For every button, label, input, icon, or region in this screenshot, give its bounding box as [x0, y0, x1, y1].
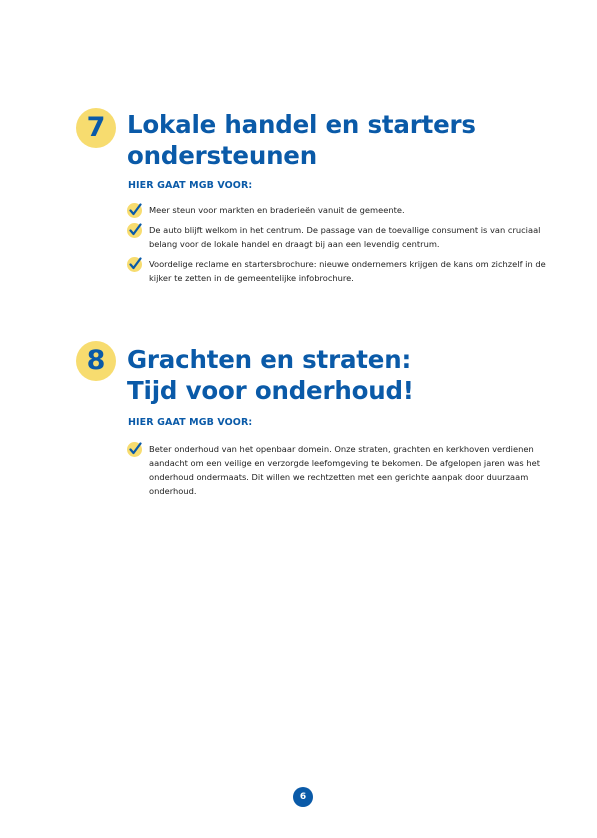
bullet-text: Voordelige reclame en startersbrochure: nieuwe ondernemers krijgen de kans om zichzelf in de kijker te zetten in de gemeentelijke infobrochure.	[149, 259, 546, 283]
bullet-list	[127, 203, 547, 291]
check-icon	[127, 203, 142, 218]
list-item	[127, 203, 547, 217]
section-title-line-2: Tijd voor onderhoud!	[127, 376, 414, 405]
list-item	[127, 223, 547, 251]
section-subheading: HIER GAAT MGB VOOR:	[128, 180, 253, 191]
section-title	[127, 109, 476, 171]
section-number-badge: 8	[76, 341, 116, 381]
check-icon	[127, 223, 142, 238]
page-number: 6	[293, 787, 313, 807]
bullet-text: Beter onderhoud van het openbaar domein. Onze straten, grachten en kerkhoven verdienen aandacht om een veilige en verzorgde leefomgeving te bekomen. De afgelopen jaren was het onderhoud ondermaats. Dit willen we rechtzetten met een gerichte aanpak door duurzaam onderhoud.	[149, 444, 540, 496]
list-item	[127, 257, 547, 285]
section-number-badge: 7	[76, 108, 116, 148]
bullet-text: De auto blijft welkom in het centrum. De passage van de toevallige consument is van cruciaal belang voor de lokale handel en draagt bij aan een levendig centrum.	[149, 225, 541, 249]
section-title-line-1: Lokale handel en starters	[127, 110, 476, 139]
check-icon	[127, 257, 142, 272]
bullet-text: Meer steun voor markten en braderieën vanuit de gemeente.	[149, 205, 405, 215]
check-icon	[127, 442, 142, 457]
bullet-list	[127, 442, 547, 504]
list-item	[127, 442, 547, 498]
section-title-line-2: ondersteunen	[127, 141, 317, 170]
section-title	[127, 344, 414, 406]
section-title-line-1: Grachten en straten:	[127, 345, 412, 374]
section-subheading: HIER GAAT MGB VOOR:	[128, 417, 253, 428]
